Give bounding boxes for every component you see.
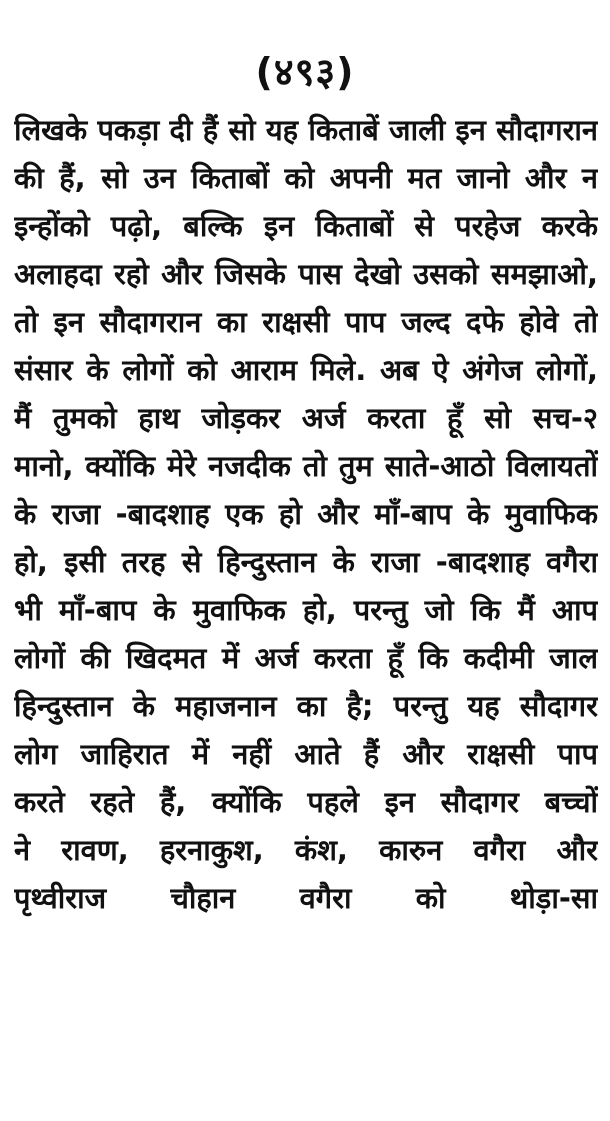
page-number: (४९३) <box>255 50 355 94</box>
text-line: लोगों की खिदमत में अर्ज करता हूँ कि कदीमी जाल <box>14 641 598 675</box>
text-line: मैं तुमको हाथ जोड़कर अर्ज करता हूँ सो सच-२ <box>14 401 598 435</box>
text-line: अलाहदा रहो और जिसके पास देखो उसको समझाओ, <box>14 257 598 291</box>
text-line: लिखके पकड़ा दी हैं सो यह किताबें जाली इन सौदागरान <box>14 113 598 147</box>
text-line: लोग जाहिरात में नहीं आते हैं और राक्षसी पाप <box>14 737 598 771</box>
text-line: संसार के लोगों को आराम मिले. अब ऐ अंगेज लोगों, <box>14 353 598 387</box>
text-line: मानो, क्योंकि मेरे नजदीक तो तुम साते-आठो विलायतों <box>14 449 598 483</box>
text-line: ने रावण, हरनाकुश, कंश, कारुन वगैरा और <box>14 833 598 867</box>
text-line: करते रहते हैं, क्योंकि पहले इन सौदागर बच्चों <box>14 785 598 819</box>
text-line: हो, इसी तरह से हिन्दुस्तान के राजा -बादशाह वगैरा <box>14 545 598 579</box>
text-line: की हैं, सो उन किताबों को अपनी मत जानो और न <box>14 161 598 195</box>
body-text <box>14 106 598 922</box>
text-line: तो इन सौदागरान का राक्षसी पाप जल्द दफे होवे तो <box>14 305 598 339</box>
text-line: पृथ्वीराज चौहान वगैरा को थोड़ा-सा <box>14 881 598 915</box>
text-line: इन्होंको पढ़ो, बल्कि इन किताबों से परहेज करके <box>14 209 598 243</box>
text-line: हिन्दुस्तान के महाजनान का है; परन्तु यह सौदागर <box>14 689 598 723</box>
text-line: के राजा -बादशाह एक हो और माँ-बाप के मुवाफिक <box>14 497 598 531</box>
text-line: भी माँ-बाप के मुवाफिक हो, परन्तु जो कि मैं आप <box>14 593 598 627</box>
